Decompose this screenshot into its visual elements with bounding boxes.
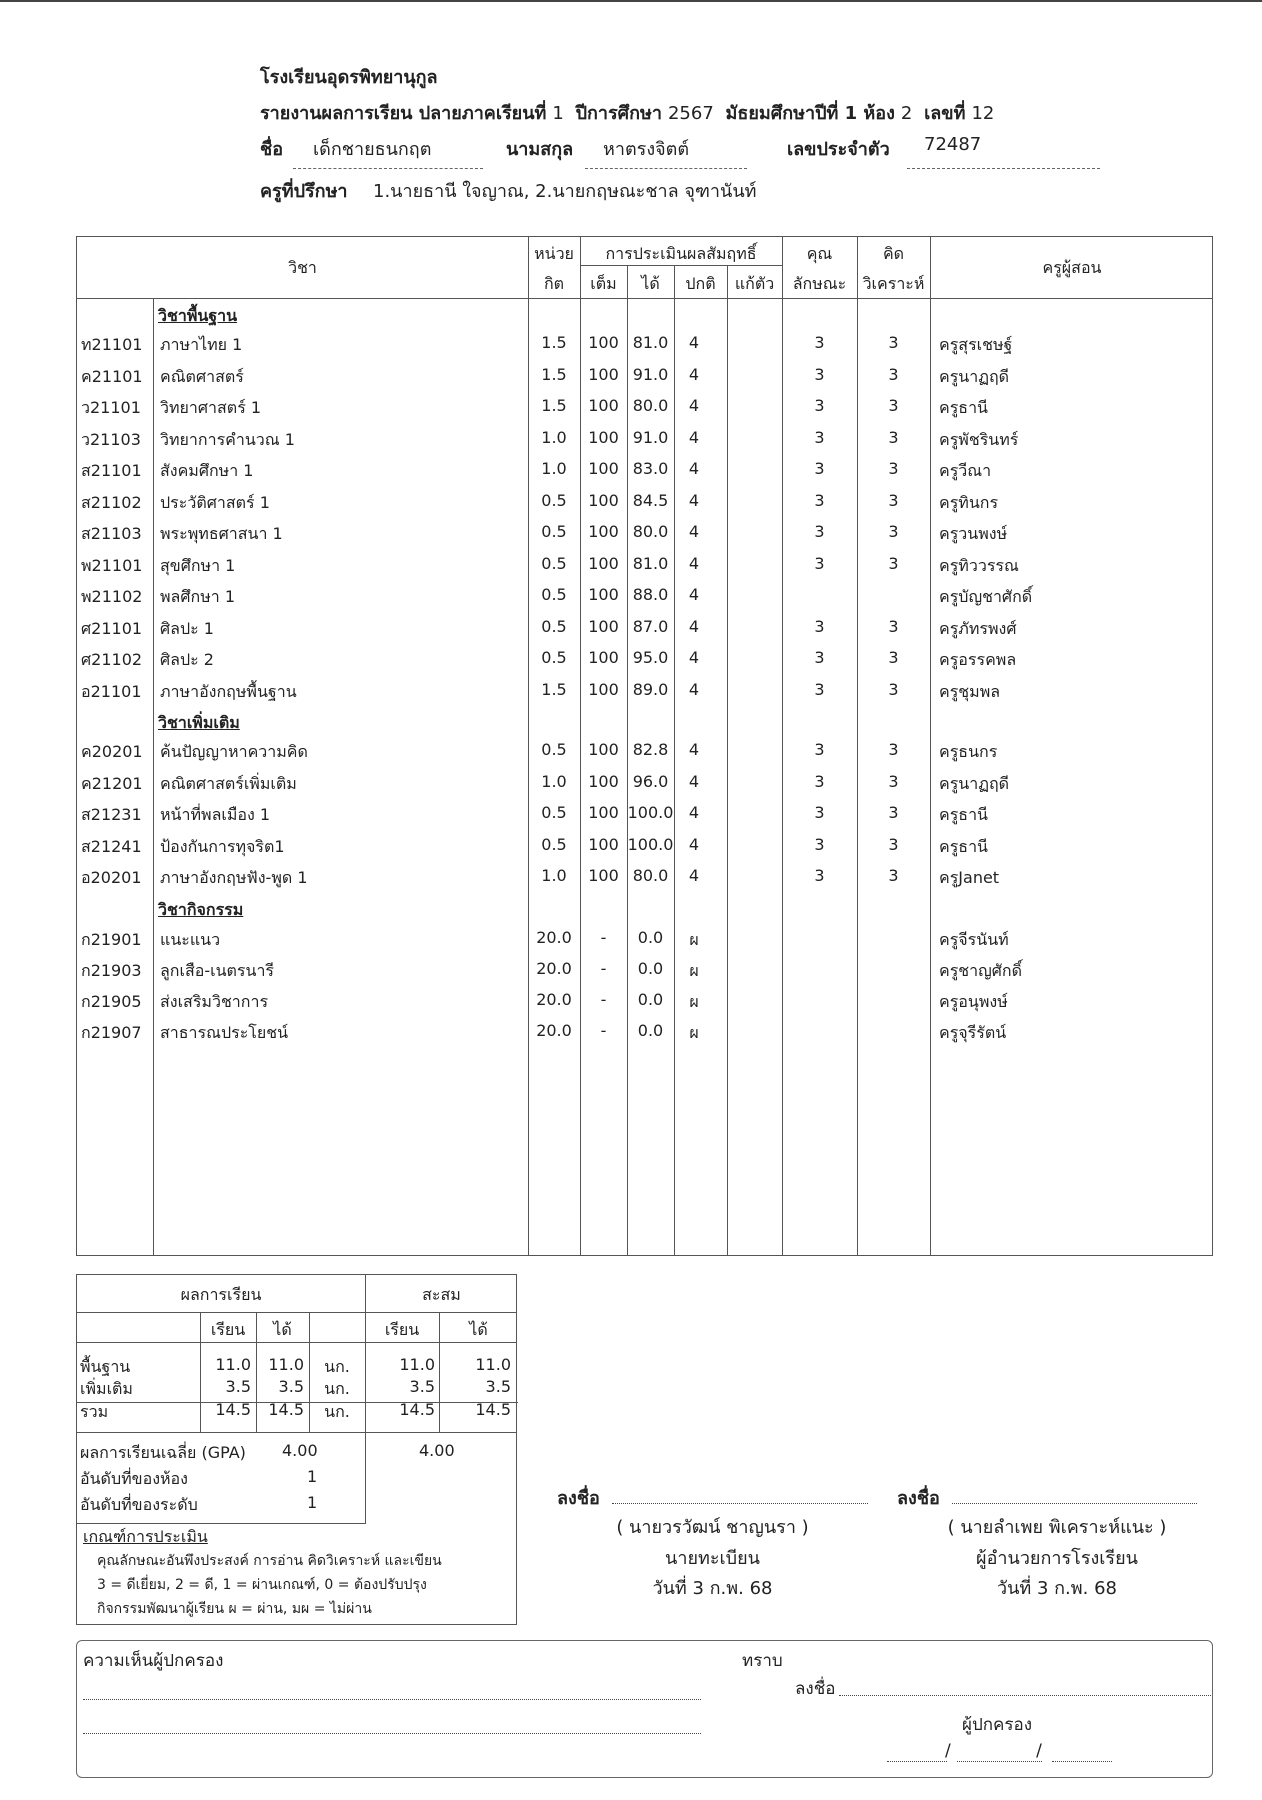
sum-line-acc-got: 14.5 [475, 1400, 511, 1419]
row-normal: ผ [689, 961, 699, 980]
row-code: ค21201 [81, 773, 143, 793]
row-unit: 20.0 [536, 959, 572, 978]
advisor-names: 1.นายธานี ใจญาณ, 2.นายกฤษณะชาล จุฑานันท์ [373, 181, 757, 202]
row-subject: พลศึกษา 1 [160, 587, 235, 606]
row-unit: 0.5 [541, 490, 567, 510]
row-subject: คณิตศาสตร์เพิ่มเติม [160, 773, 297, 793]
id-underline [907, 168, 1100, 169]
row-code: ว21103 [81, 429, 141, 449]
surname-label: นามสกุล [506, 139, 574, 160]
row-teacher: ครูธนกร [939, 742, 998, 761]
row-normal: 4 [688, 333, 700, 352]
row-think: 3 [888, 771, 899, 791]
row-unit: 1.5 [541, 333, 567, 352]
row-char: 3 [814, 459, 825, 478]
row-subject: คณิตศาสตร์ [160, 366, 244, 386]
row-teacher: ครูJanet [939, 868, 1000, 887]
parent-ack: ทราบ [742, 1651, 783, 1671]
header-bottom-line [77, 298, 1212, 299]
row-teacher: ครูจีรนันท์ [939, 930, 1009, 949]
row-teacher: ครูพัชรินทร์ [939, 429, 1019, 449]
sum-line-acc-got: 3.5 [485, 1377, 511, 1396]
row-think: 3 [888, 616, 899, 636]
row-code: ก21907 [81, 1023, 142, 1042]
row-unit: 0.5 [541, 834, 567, 854]
header-unit-top: หน่วย [534, 244, 574, 263]
row-unit: 0.5 [541, 553, 567, 573]
row-normal: 4 [688, 616, 700, 636]
row-subject: หน้าที่พลเมือง 1 [160, 805, 271, 824]
row-teacher: ครูภัทรพงศ์ [939, 618, 1017, 638]
row-subject: ภาษาไทย 1 [160, 335, 243, 354]
row-got: 88.0 [632, 585, 669, 604]
row-teacher: ครูบัญชาศักดิ์ [939, 587, 1033, 606]
row-code: ส21102 [81, 492, 142, 512]
date-year-dots [1052, 1761, 1112, 1762]
row-char: 3 [814, 803, 825, 822]
criteria-line-1: คุณลักษณะอันพึงประสงค์ การอ่าน คิดวิเคราะห์ และเขียน [97, 1553, 442, 1569]
row-got: 82.8 [632, 740, 669, 759]
row-normal: ผ [689, 992, 699, 1011]
name-label: ชื่อ [260, 139, 284, 160]
date-day-dots [887, 1761, 947, 1762]
director-date: วันที่ 3 ก.พ. 68 [996, 1578, 1117, 1599]
row-unit: 1.5 [541, 396, 567, 415]
parent-sign-line [839, 1695, 1211, 1696]
row-teacher: ครูธานี [939, 398, 988, 417]
row-normal: 4 [688, 803, 700, 822]
grades-table [76, 236, 1213, 1256]
criteria-title: เกณฑ์การประเมิน [83, 1527, 208, 1546]
row-normal: 4 [688, 866, 700, 885]
gpa-acc-value: 4.00 [419, 1441, 455, 1460]
row-char: 3 [814, 679, 825, 699]
gpa-label: ผลการเรียนเฉลี่ย (GPA) [80, 1443, 246, 1462]
row-teacher: ครูจุรีรัตน์ [939, 1023, 1007, 1042]
header-teacher: ครูผู้สอน [1042, 258, 1102, 277]
row-got: 80.0 [632, 522, 669, 541]
row-teacher: ครูธานี [939, 836, 988, 856]
row-got: 0.0 [637, 1021, 664, 1040]
report-label-term: รายงานผลการเรียน ปลายภาคเรียนที่ [260, 103, 547, 124]
student-name: เด็กชายธนกฤต [313, 139, 432, 160]
row-subject: วิทยาการคำนวณ 1 [160, 429, 295, 449]
row-unit: 1.5 [541, 679, 567, 699]
row-subject: สังคมศึกษา 1 [160, 461, 254, 480]
row-got: 100.0 [627, 834, 674, 854]
row-got: 89.0 [632, 679, 669, 699]
sum-acc-study-label: เรียน [384, 1320, 420, 1339]
sum-line-label: พื้นฐาน [80, 1357, 131, 1376]
header-normal: ปกติ [685, 274, 716, 293]
row-normal: 4 [688, 740, 700, 759]
row-teacher: ครูชุมพล [939, 681, 1001, 701]
sum-line-acc-study: 3.5 [409, 1377, 435, 1396]
row-full: 100 [588, 553, 619, 573]
parent-sign-label: ลงชื่อ [795, 1679, 836, 1699]
header-think-bottom: วิเคราะห์ [862, 274, 925, 293]
row-got: 81.0 [632, 333, 669, 352]
header-full: เต็ม [590, 274, 617, 293]
row-got: 87.0 [632, 616, 669, 636]
header-subject: วิชา [288, 258, 317, 277]
row-think: 3 [888, 740, 899, 759]
row-unit: 1.0 [541, 459, 567, 478]
sum-col-line [365, 1275, 366, 1523]
row-char: 3 [814, 553, 825, 573]
row-char: 3 [814, 866, 825, 885]
row-code: ก21903 [81, 961, 142, 980]
row-full: - [600, 959, 607, 978]
row-full: - [600, 1021, 607, 1040]
row-think: 3 [888, 648, 899, 667]
row-full: 100 [588, 522, 619, 541]
row-subject: วิทยาศาสตร์ 1 [160, 398, 262, 417]
name-underline [293, 168, 483, 169]
row-teacher: ครูธานี [939, 805, 988, 824]
section-title-basic: วิชาพื้นฐาน [158, 306, 238, 325]
row-got: 80.0 [632, 866, 669, 885]
registrar-name: ( นายวรวัฒน์ ชาญนรา ) [616, 1517, 809, 1538]
report-line [260, 98, 1000, 127]
row-got: 81.0 [632, 553, 669, 573]
sum-acc-got-label: ได้ [469, 1320, 488, 1339]
row-full: 100 [588, 679, 619, 699]
row-code: อ21101 [81, 681, 142, 701]
director-sign-line [952, 1503, 1197, 1504]
sum-line-study: 14.5 [215, 1400, 251, 1419]
criteria-line-3: กิจกรรมพัฒนาผู้เรียน ผ = ผ่าน, มผ = ไม่ผ่าน [97, 1601, 372, 1617]
row-normal: 4 [688, 648, 700, 667]
row-char: 3 [814, 771, 825, 791]
row-normal: 4 [688, 459, 700, 478]
row-full: 100 [588, 866, 619, 885]
row-full: 100 [588, 490, 619, 510]
header-got: ได้ [641, 274, 660, 293]
criteria-line-2: 3 = ดีเยี่ยม, 2 = ดี, 1 = ผ่านเกณฑ์, 0 = ต้องปรับปรุง [97, 1577, 427, 1593]
row-think: 3 [888, 364, 899, 384]
row-teacher: ครูอนุพงษ์ [939, 992, 1008, 1011]
row-char: 3 [814, 396, 825, 415]
section-title-activity: วิชากิจกรรม [158, 900, 244, 919]
row-full: 100 [588, 616, 619, 636]
row-unit: 20.0 [536, 1021, 572, 1040]
row-think: 3 [888, 553, 899, 573]
row-got: 0.0 [637, 990, 664, 1009]
row-code: ค21101 [81, 366, 143, 386]
year-value: 2567 [667, 103, 714, 124]
parent-comment-label: ความเห็นผู้ปกครอง [83, 1651, 224, 1671]
student-surname: หาตรงจิตต์ [603, 139, 690, 160]
row-teacher: ครูอรรคพล [939, 650, 1017, 669]
row-unit: 20.0 [536, 990, 572, 1009]
header-unit-bottom: กิต [543, 274, 565, 293]
row-normal: ผ [689, 1023, 699, 1042]
row-code: ว21101 [81, 398, 141, 417]
row-got: 91.0 [632, 427, 669, 447]
gpa-value: 4.00 [282, 1441, 318, 1460]
row-full: 100 [588, 396, 619, 415]
row-teacher: ครูชาญศักดิ์ [939, 961, 1023, 980]
number-value: 12 [971, 103, 995, 124]
row-teacher: ครูนาฏฤดี [939, 773, 1010, 793]
comment-line-1 [83, 1699, 701, 1700]
row-unit: 0.5 [541, 740, 567, 759]
row-normal: 4 [688, 834, 700, 854]
row-full: 100 [588, 585, 619, 604]
row-subject: ลูกเสือ-เนตรนารี [160, 961, 275, 980]
row-got: 0.0 [637, 959, 664, 978]
row-full: 100 [588, 803, 619, 822]
row-code: ส21101 [81, 461, 142, 480]
row-unit: 20.0 [536, 928, 572, 947]
header-fix: แก้ตัว [734, 274, 775, 293]
row-teacher: ครูวีณา [939, 461, 992, 480]
row-teacher: ครูทิววรรณ [939, 555, 1019, 575]
sum-line-acc-got: 11.0 [475, 1355, 511, 1374]
sum-line-acc-study: 11.0 [399, 1355, 435, 1374]
row-subject: พระพุทธศาสนา 1 [160, 524, 283, 543]
row-normal: 4 [688, 522, 700, 541]
row-subject: สาธารณประโยชน์ [160, 1023, 289, 1042]
date-separators: / / [945, 1741, 1042, 1761]
row-subject: ค้นปัญญาหาความคิด [160, 742, 308, 761]
sum-line [77, 1312, 516, 1313]
sum-line-acc-study: 14.5 [399, 1400, 435, 1419]
header-think-top: คิด [882, 244, 905, 263]
row-full: 100 [588, 771, 619, 791]
student-id: 72487 [924, 134, 982, 155]
row-subject: ภาษาอังกฤษพื้นฐาน [160, 681, 297, 701]
row-char: 3 [814, 740, 825, 759]
row-teacher: ครูสุรเชษฐ์ [939, 335, 1013, 354]
row-subject: ศิลปะ 1 [160, 618, 214, 638]
row-normal: 4 [688, 396, 700, 415]
report-label-level: มัธยมศึกษาปีที่ 1 ห้อง [725, 103, 895, 124]
row-got: 84.5 [632, 490, 669, 510]
header-char-bottom: ลักษณะ [792, 274, 847, 293]
row-full: 100 [588, 333, 619, 352]
row-subject: ป้องกันการทุจริต1 [160, 836, 285, 856]
col-line [727, 265, 728, 1255]
director-role: ผู้อำนวยการโรงเรียน [976, 1548, 1138, 1569]
sum-accum-label: สะสม [422, 1285, 461, 1304]
summary-box [76, 1274, 517, 1625]
row-unit: 1.0 [541, 866, 567, 885]
code-col-line [153, 298, 154, 1255]
id-label: เลขประจำตัว [787, 139, 890, 160]
room-value: 2 [900, 103, 913, 124]
row-code: ศ21101 [81, 618, 143, 638]
row-normal: 4 [688, 427, 700, 447]
row-char: 3 [814, 616, 825, 636]
sum-line-unit: นก. [324, 1379, 350, 1398]
row-teacher: ครูทินกร [939, 492, 999, 512]
row-char: 3 [814, 834, 825, 854]
row-got: 95.0 [632, 648, 669, 667]
row-normal: 4 [688, 364, 700, 384]
top-border [0, 0, 1262, 2]
sum-line [77, 1523, 366, 1524]
row-code: ท21101 [81, 335, 143, 354]
director-sign-label: ลงชื่อ [897, 1488, 940, 1509]
row-char: 3 [814, 490, 825, 510]
row-think: 3 [888, 333, 899, 352]
header-eval: การประเมินผลสัมฤทธิ์ [605, 244, 757, 263]
row-normal: 4 [688, 553, 700, 573]
row-code: ก21905 [81, 992, 142, 1011]
sum-line-label: เพิ่มเติม [80, 1379, 133, 1398]
sum-study-label: เรียน [210, 1320, 246, 1339]
row-full: - [600, 990, 607, 1009]
row-code: ส21241 [81, 836, 142, 856]
row-code: ก21901 [81, 930, 142, 949]
school-name: โรงเรียนอุดรพิทยานุกูล [260, 67, 438, 88]
sum-line-got: 11.0 [268, 1355, 304, 1374]
row-normal: 4 [688, 771, 700, 791]
row-code: ส21231 [81, 805, 142, 824]
row-code: อ20201 [81, 868, 142, 887]
row-got: 83.0 [632, 459, 669, 478]
report-label-year: ปีการศึกษา [575, 103, 662, 124]
report-label-number: เลขที่ [924, 103, 966, 124]
row-char: 3 [814, 333, 825, 352]
registrar-sign-label: ลงชื่อ [557, 1488, 600, 1509]
row-think: 3 [888, 396, 899, 415]
registrar-role: นายทะเบียน [665, 1548, 760, 1569]
row-full: 100 [588, 740, 619, 759]
surname-underline [585, 168, 747, 169]
row-got: 91.0 [632, 364, 669, 384]
row-normal: 4 [688, 679, 700, 699]
director-name: ( นายลำเพย พิเคราะห์แนะ ) [947, 1517, 1167, 1538]
row-subject: ภาษาอังกฤษฟัง-พูด 1 [160, 868, 308, 887]
row-full: - [600, 928, 607, 947]
row-got: 100.0 [627, 803, 674, 822]
row-think: 3 [888, 427, 899, 447]
row-char: 3 [814, 427, 825, 447]
row-teacher: ครูนาฏฤดี [939, 366, 1010, 386]
row-think: 3 [888, 679, 899, 699]
row-code: ศ21102 [81, 650, 143, 669]
sum-line-unit: นก. [324, 1402, 350, 1421]
row-think: 3 [888, 459, 899, 478]
registrar-date: วันที่ 3 ก.พ. 68 [652, 1578, 773, 1599]
term-value: 1 [552, 103, 564, 124]
row-think: 3 [888, 866, 899, 885]
sum-got-label: ได้ [273, 1320, 292, 1339]
sum-line-study: 3.5 [225, 1377, 251, 1396]
sum-line-got: 3.5 [278, 1377, 304, 1396]
row-got: 0.0 [637, 928, 664, 947]
row-think: 3 [888, 834, 899, 854]
row-unit: 0.5 [541, 585, 567, 604]
row-subject: ประวัติศาสตร์ 1 [160, 492, 270, 512]
row-think: 3 [888, 522, 899, 541]
row-think: 3 [888, 490, 899, 510]
row-subject: สุขศึกษา 1 [160, 555, 236, 575]
row-full: 100 [588, 834, 619, 854]
row-normal: ผ [689, 930, 699, 949]
row-full: 100 [588, 459, 619, 478]
comment-line-2 [83, 1733, 701, 1734]
row-unit: 0.5 [541, 522, 567, 541]
row-subject: ส่งเสริมวิชาการ [160, 992, 269, 1011]
rank-room-label: อันดับที่ของห้อง [80, 1469, 188, 1488]
sum-line-got: 14.5 [268, 1400, 304, 1419]
row-char: 3 [814, 648, 825, 667]
parent-date-line [887, 1741, 1117, 1765]
registrar-sign-line [612, 1503, 868, 1504]
row-full: 100 [588, 364, 619, 384]
row-unit: 0.5 [541, 648, 567, 667]
parent-comment-box [76, 1640, 1213, 1778]
row-think: 3 [888, 803, 899, 822]
row-unit: 1.0 [541, 427, 567, 447]
row-teacher: ครูวนพงษ์ [939, 524, 1008, 543]
col-line [930, 237, 931, 1255]
row-unit: 1.0 [541, 771, 567, 791]
sum-line-label: รวม [80, 1402, 109, 1421]
row-code: พ21102 [81, 587, 143, 606]
row-char: 3 [814, 364, 825, 384]
header-char-top: คุณ [806, 244, 833, 263]
rank-level-label: อันดับที่ของระดับ [80, 1495, 198, 1514]
sum-results-label: ผลการเรียน [180, 1285, 262, 1304]
row-code: ค20201 [81, 742, 143, 761]
row-subject: ศิลปะ 2 [160, 650, 214, 669]
date-month-dots [957, 1761, 1042, 1762]
advisor-label: ครูที่ปรึกษา [260, 181, 348, 202]
row-normal: 4 [688, 585, 700, 604]
sum-line-unit: นก. [324, 1357, 350, 1376]
row-got: 96.0 [632, 771, 669, 791]
row-code: ส21103 [81, 524, 142, 543]
row-code: พ21101 [81, 555, 143, 575]
section-title-additional: วิชาเพิ่มเติม [158, 713, 240, 732]
row-unit: 1.5 [541, 364, 567, 384]
row-normal: 4 [688, 490, 700, 510]
row-full: 100 [588, 648, 619, 667]
rank-level-value: 1 [307, 1493, 318, 1512]
parent-role: ผู้ปกครอง [962, 1715, 1033, 1735]
sum-line-study: 11.0 [215, 1355, 251, 1374]
row-full: 100 [588, 427, 619, 447]
rank-room-value: 1 [307, 1467, 318, 1486]
row-unit: 0.5 [541, 803, 567, 822]
sum-line [77, 1432, 516, 1433]
row-char: 3 [814, 522, 825, 541]
row-got: 80.0 [632, 396, 669, 415]
row-subject: แนะแนว [160, 930, 221, 949]
row-unit: 0.5 [541, 616, 567, 636]
